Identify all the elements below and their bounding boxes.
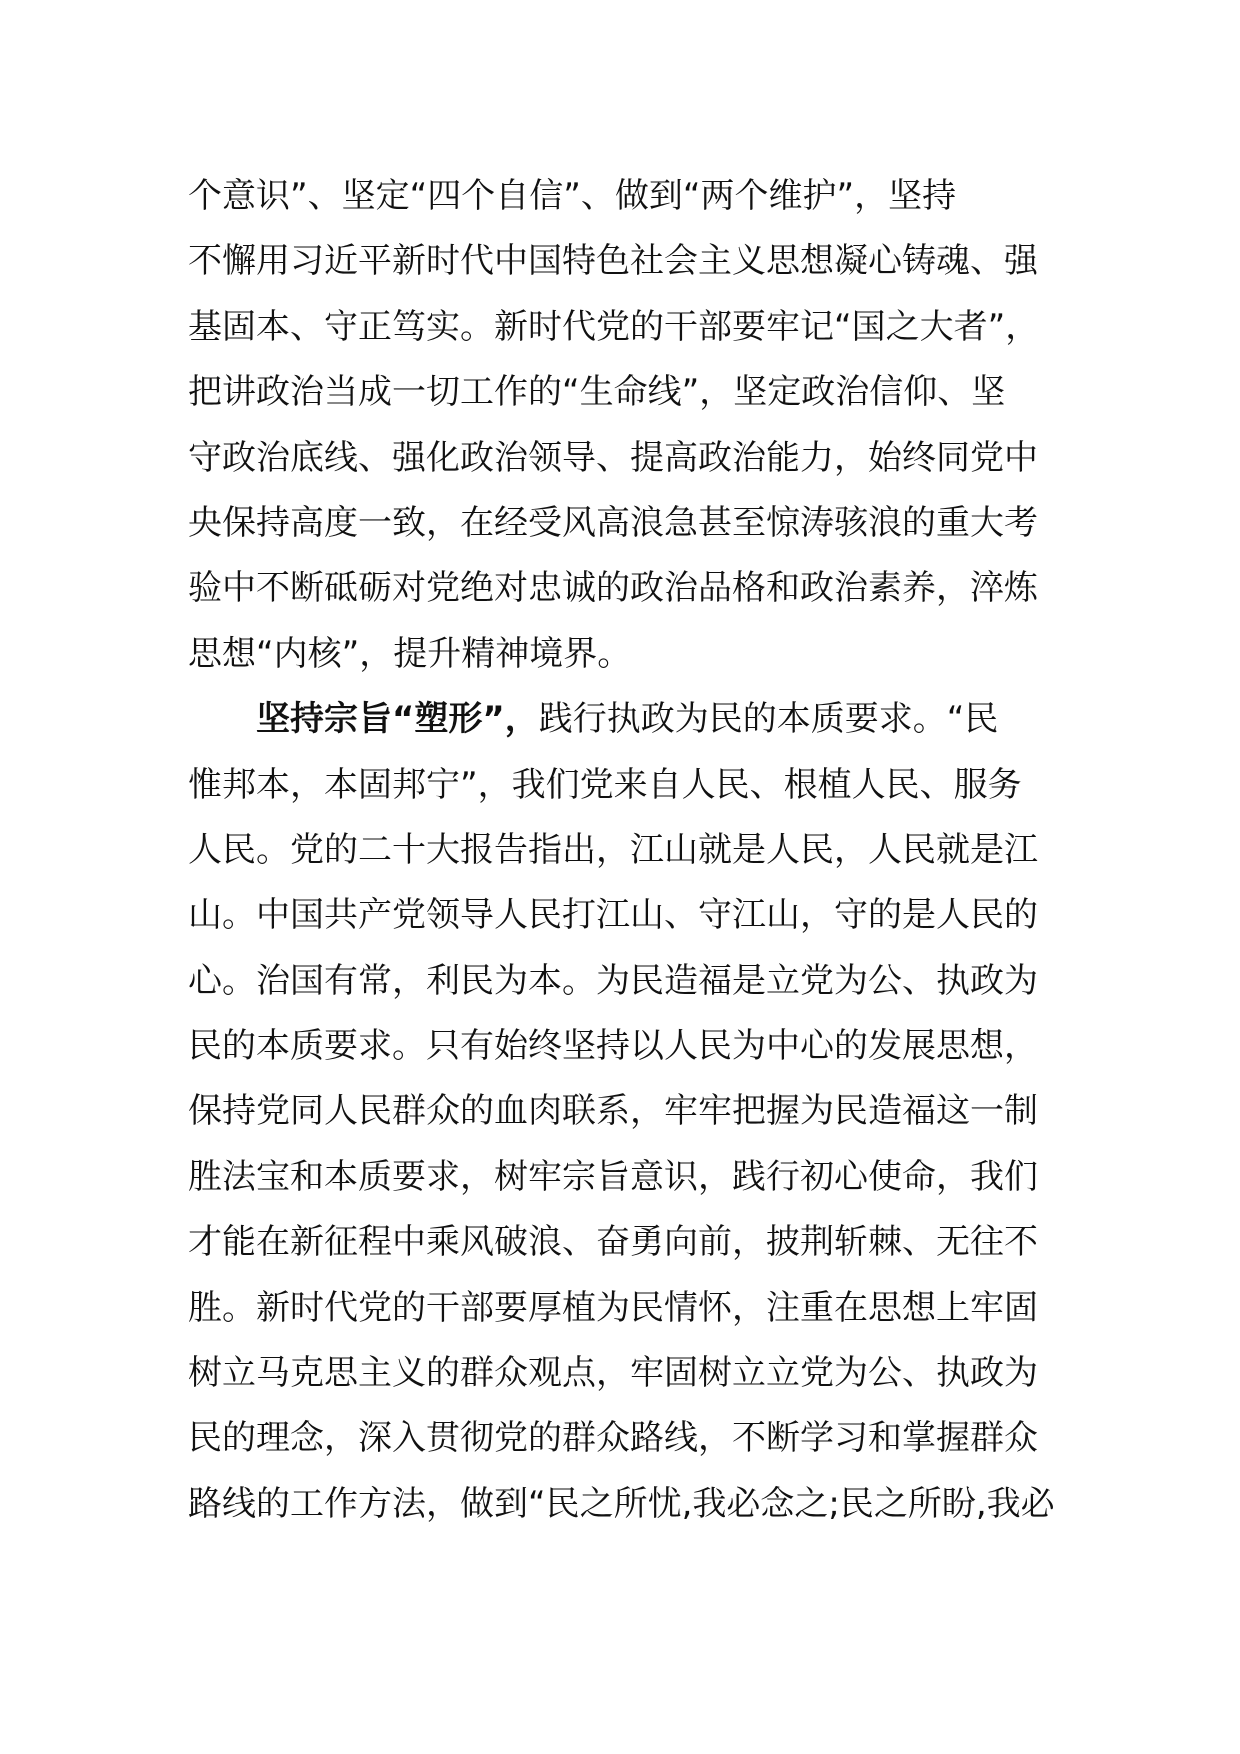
text-line: 树立马克思主义的群众观点，牢固树立立党为公、执政为 [188,1353,1038,1394]
text-line: 不懈用习近平新时代中国特色社会主义思想凝心铸魂、强 [188,241,1038,282]
text-line: 央保持高度一致，在经受风高浪急甚至惊涛骇浪的重大考 [188,502,1038,543]
text-line: 人民。党的二十大报告指出，江山就是人民，人民就是江 [188,829,1038,870]
text-line: 基固本、守正笃实。新时代党的干部要牢记“国之大者”， [188,306,1040,347]
text-line: 个意识”、坚定“四个自信”、做到“两个维护”，坚持 [188,176,957,216]
text-line: 山。中国共产党领导人民打江山、守江山，守的是人民的 [188,895,1038,936]
text-line: 胜。新时代党的干部要厚植为民情怀，注重在思想上牢固 [188,1287,1038,1328]
text-line: 路线的工作方法，做到“民之所忧,我必念之;民之所盼,我必 [188,1483,1055,1524]
section-heading: 坚持宗旨“塑形”， [256,699,539,740]
text-line: 才能在新征程中乘风破浪、奋勇向前，披荆斩棘、无往不 [188,1222,1038,1263]
text-line: 守政治底线、强化政治领导、提高政治能力，始终同党中 [188,437,1038,478]
document-body [188,164,1068,1537]
text-line: 思想“内核”，提升精神境界。 [188,633,632,674]
text-line: 把讲政治当成一切工作的“生命线”，坚定政治信仰、坚 [188,372,1006,413]
text-line: 胜法宝和本质要求，树牢宗旨意识，践行初心使命，我们 [188,1156,1038,1197]
text-line: 保持党同人民群众的血肉联系，牢牢把握为民造福这一制 [188,1091,1038,1132]
text-line: 惟邦本，本固邦宁”，我们党来自人民、根植人民、服务 [188,764,1022,805]
heading-continuation: 践行执政为民的本质要求。“民 [538,699,999,740]
paragraph-opening-line [188,687,1068,752]
text-line: 民的理念，深入贯彻党的群众路线，不断学习和掌握群众 [188,1418,1038,1459]
text-line: 民的本质要求。只有始终坚持以人民为中心的发展思想， [188,1026,1038,1067]
text-line: 验中不断砥砺对党绝对忠诚的政治品格和政治素养，淬炼 [188,568,1038,609]
text-line: 心。治国有常，利民为本。为民造福是立党为公、执政为 [188,960,1038,1001]
